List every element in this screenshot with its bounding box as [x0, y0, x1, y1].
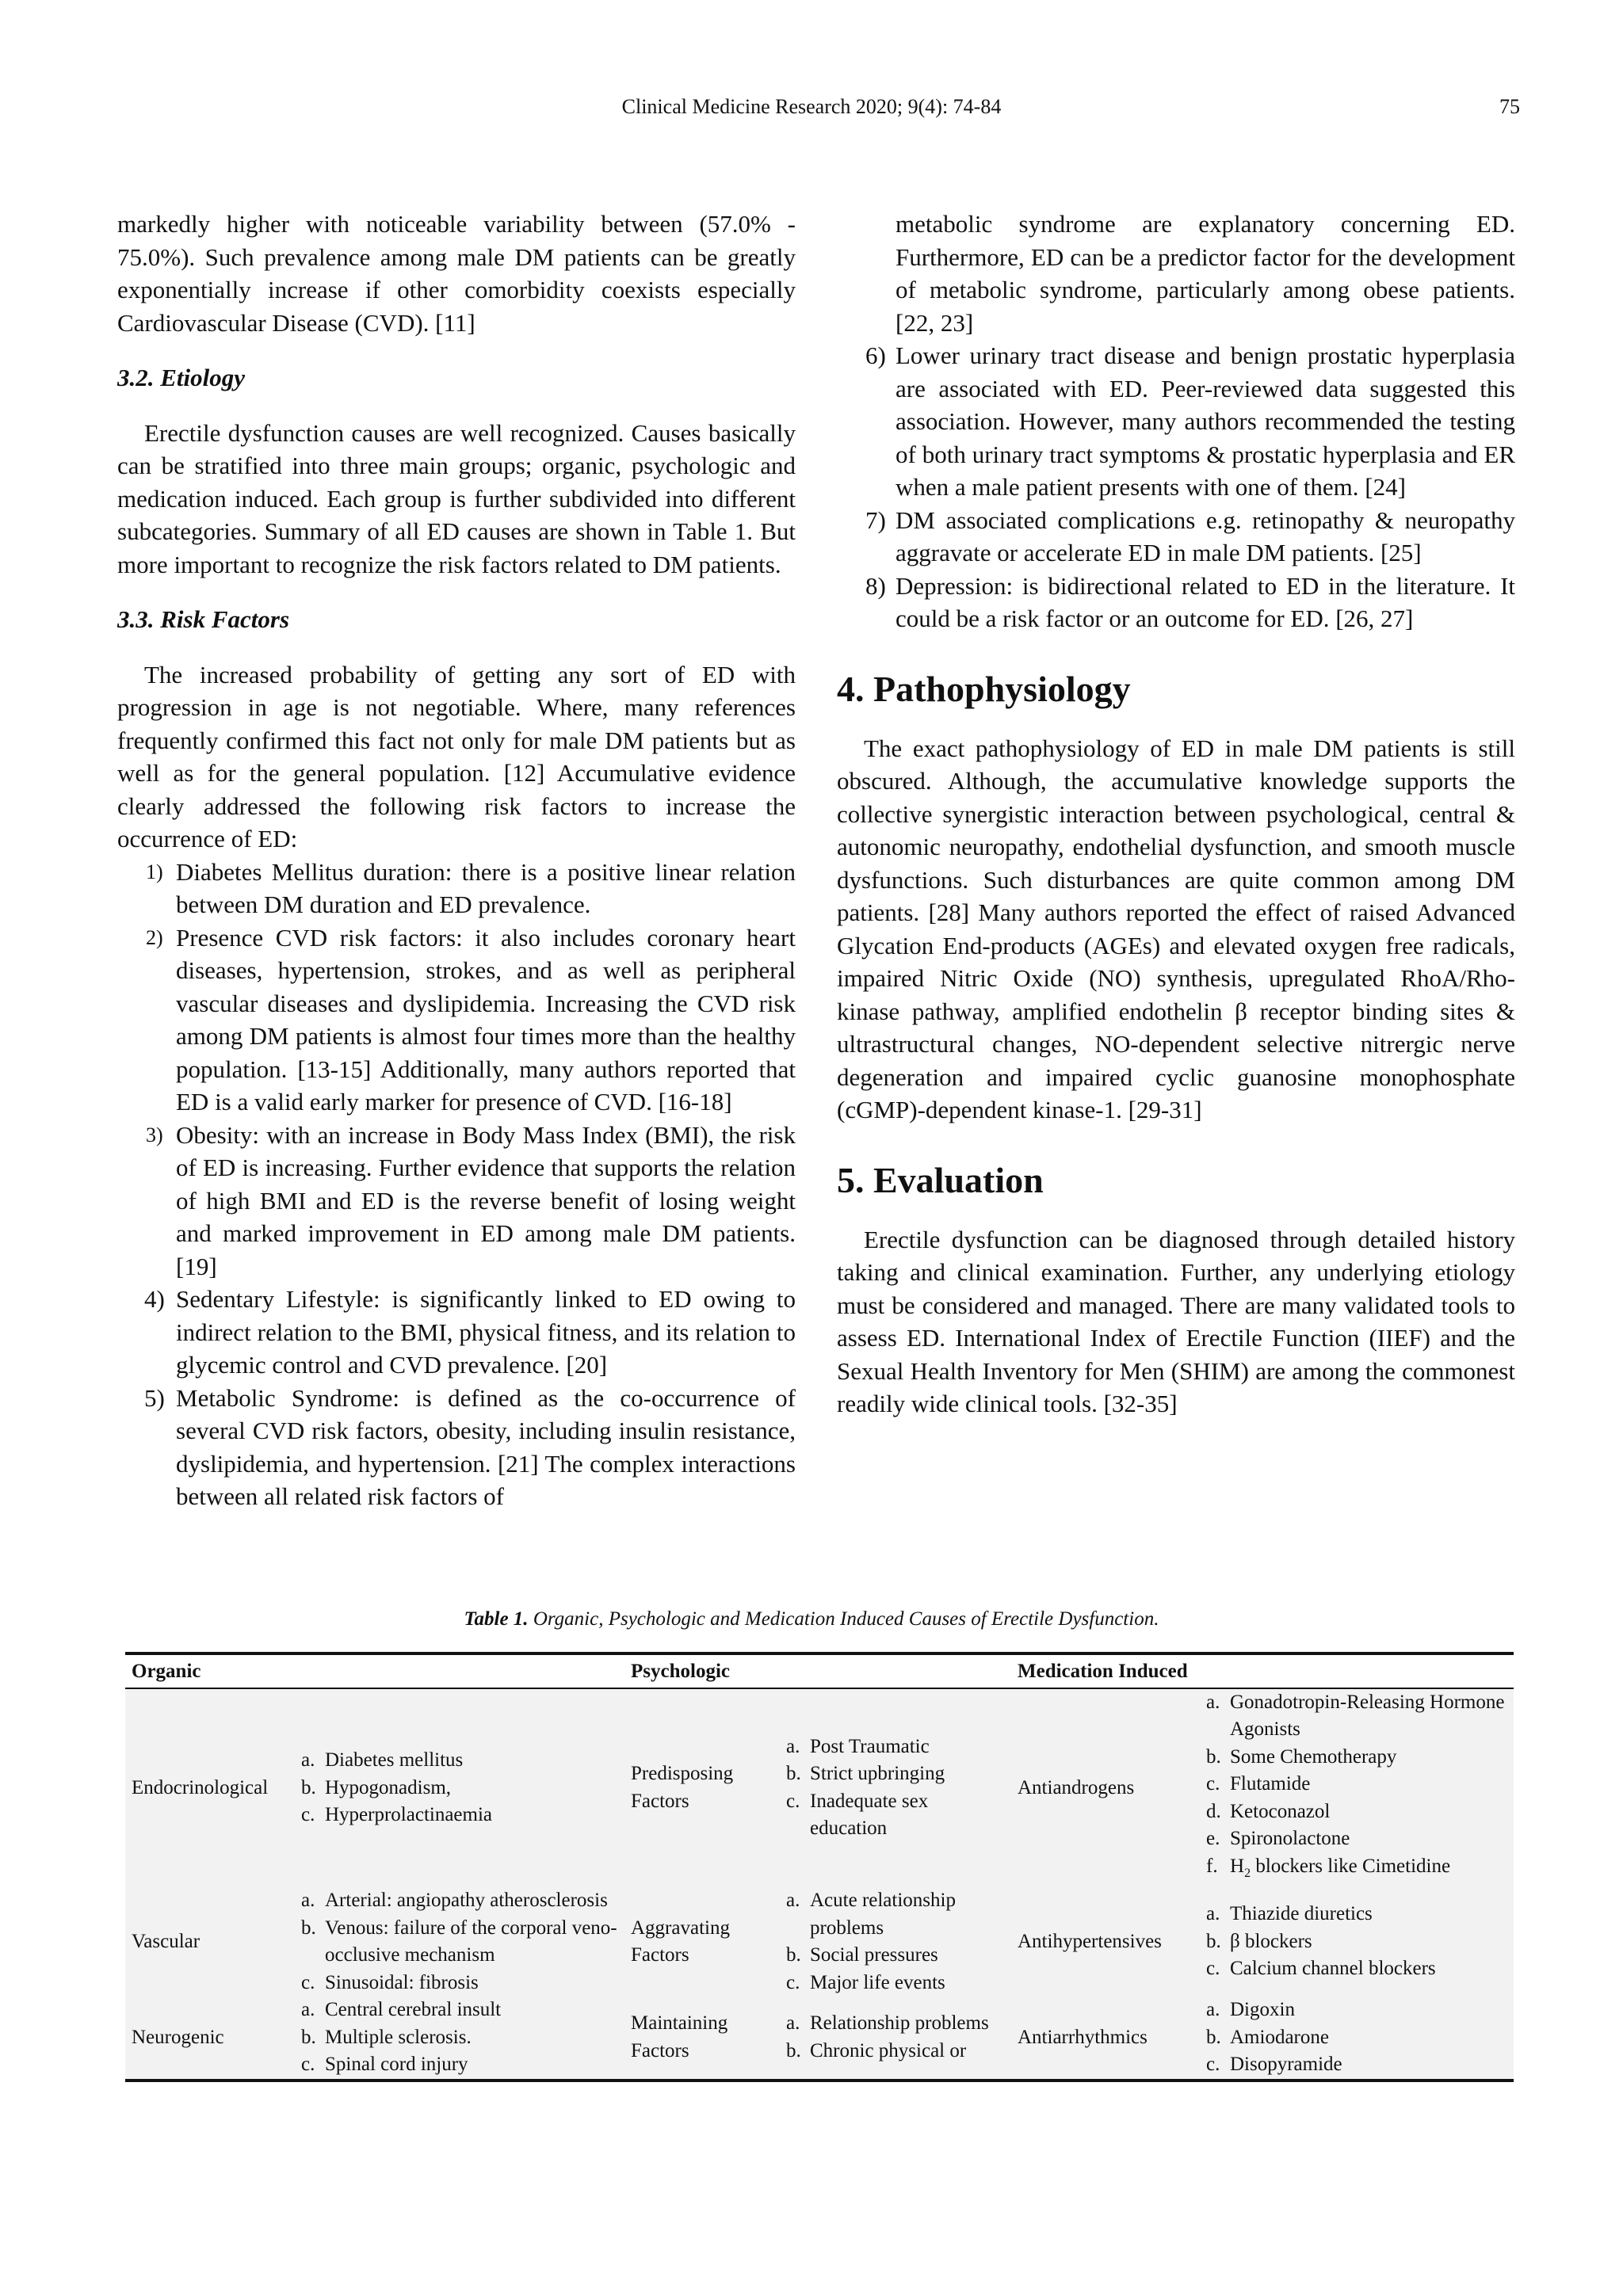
organic-category: Neurogenic [125, 1997, 295, 2081]
item-text: Thiazide diuretics [1230, 1903, 1373, 1925]
item-letter: c. [786, 1790, 800, 1812]
item-letter: a. [786, 1890, 800, 1911]
risk-factor-list-continued [837, 339, 1515, 635]
item-letter: b. [786, 2039, 801, 2061]
medication-category: Antiarrhythmics [1011, 1997, 1200, 2081]
list-item [117, 921, 796, 1119]
item-text: Arterial: angiopathy atherosclerosis [325, 1890, 608, 1911]
item-text: Spironolactone [1230, 1828, 1350, 1849]
table-caption-text: Organic, Psychologic and Medication Induced Causes of Erectile Dysfunction. [533, 1608, 1159, 1630]
item-text: Amiodarone [1230, 2026, 1329, 2048]
item-text: Relationship problems [810, 2012, 989, 2035]
header-medication: Medication Induced [1011, 1653, 1514, 1688]
item-letter: d. [1206, 1800, 1221, 1822]
item-text: Acute relationship problems [810, 1890, 956, 1939]
item-text: Calcium channel blockers [1230, 1958, 1436, 1980]
list-number: 1) [146, 860, 163, 883]
item-text: Venous: failure of the corporal veno-occlusive mechanism [325, 1917, 617, 1966]
list-item-text: Diabetes Mellitus duration: there is a positive linear relation between DM duration and ED prevalence. [176, 857, 796, 918]
list-item-text: Presence CVD risk factors: it also includes coronary heart diseases, hypertension, strokes, and as well as peripheral vascular diseases and dyslipidemia. Increasing the CVD risk among DM patients is almost four times more than the healthy population. [13-15] Additionally, many authors reported that ED is a valid early marker for presence of CVD. [16-18] [176, 923, 796, 1116]
medication-causes [1200, 1688, 1514, 1888]
item-letter: c. [1206, 1773, 1220, 1794]
psychologic-category: Aggravating Factors [624, 1887, 780, 1997]
continued-list-text: metabolic syndrome are explanatory concerning ED. Furthermore, ED can be a predictor factor for the development of metabolic syndrome, particularly among obese patients. [22, 23] [896, 210, 1515, 337]
item-text: Hyperprolactinaemia [325, 1804, 493, 1825]
item-text-continued: blockers like Cimetidine [1251, 1855, 1451, 1877]
medication-category: Antihypertensives [1011, 1887, 1200, 1997]
item-letter: c. [1206, 2054, 1220, 2075]
etiology-heading: 3.2. Etiology [117, 364, 246, 391]
list-item [837, 339, 1515, 504]
list-number: 8) [865, 571, 886, 600]
item-text: Hypogonadism, [325, 1776, 452, 1798]
list-item [117, 1382, 796, 1513]
list-number: 2) [146, 925, 163, 949]
item-letter: e. [1206, 1828, 1220, 1849]
risk-factors-heading: 3.3. Risk Factors [117, 605, 290, 633]
item-letter: b. [301, 1917, 316, 1939]
item-letter: a. [1206, 1691, 1220, 1713]
medication-category: Antiandrogens [1011, 1688, 1200, 1888]
running-header [0, 95, 1623, 127]
list-item-text: Obesity: with an increase in Body Mass Index (BMI), the risk of ED is increasing. Further evidence that supports the relation of high BMI and ED is the reverse benefit of losing weight and marked improvement in ED among male DM patients. [19] [176, 1120, 796, 1280]
list-number: 3) [146, 1123, 163, 1146]
item-text: Flutamide [1230, 1773, 1311, 1794]
item-letter: c. [301, 2054, 315, 2075]
pathophysiology-paragraph: The exact pathophysiology of ED in male DM patients is still obscured. Although, the accumulative knowledge supports the collective synergistic interaction between psychological, central & autonomic neuropathy, endothelial dysfunction, and smooth muscle dysfunctions. Such disturbances are quite common among DM patients. [28] Many authors reported the effect of raised Advanced Glycation End-products (AGEs) and elevated oxygen free radicals, impaired Nitric Oxide (NO) synthesis, upregulated RhoA/Rho-kinase pathway, amplified endothelin β receptor binding sites & ultrastructural changes, NO-dependent selective nitrergic nerve degeneration and impaired cyclic guanosine monophosphate (cGMP)-dependent kinase-1. [29-31] [837, 734, 1515, 1123]
item-letter: b. [301, 1776, 316, 1798]
item-letter: c. [1206, 1958, 1220, 1980]
item-text: Post Traumatic [810, 1735, 930, 1757]
list-item-text: Lower urinary tract disease and benign prostatic hyperplasia are associated with ED. Peer-reviewed data suggested this association. However, many authors recommended the testing of both urinary tract symptoms & prostatic hyperplasia and ER when a male patient presents with one of them. [24] [896, 341, 1515, 501]
list-number: 5) [144, 1383, 165, 1412]
table-row [125, 1688, 1514, 1888]
item-text: Multiple sclerosis. [325, 2026, 472, 2048]
list-item [117, 1119, 796, 1283]
item-letter: b. [786, 1944, 801, 1966]
item-letter: c. [301, 1804, 315, 1825]
risk-factors-paragraph: The increased probability of getting any sort of ED with progression in age is not negotiable. Where, many references frequently confirmed this fact not only for male DM patients but as well as for the general population. [12] Accumulative evidence clearly addressed the following risk factors to increase the occurrence of ED: [117, 660, 796, 852]
evaluation-paragraph: Erectile dysfunction can be diagnosed through detailed history taking and clinical examination. Further, any underlying etiology must be considered and managed. There are many validated tools to assess ED. International Index of Erectile Function (IIEF) and the Sexual Health Inventory for Men (SHIM) are among the commonest readily wide clinical tools. [32-35] [837, 1225, 1515, 1417]
item-text: β blockers [1230, 1930, 1312, 1952]
list-item-text: Sedentary Lifestyle: is significantly linked to ED owing to indirect relation to the BMI, physical fitness, and its relation to glycemic control and CVD prevalence. [20] [176, 1285, 796, 1379]
psychologic-causes [780, 1887, 1011, 1997]
medication-causes [1200, 1997, 1514, 2081]
list-item-text: Metabolic Syndrome: is defined as the co-occurrence of several CVD risk factors, obesity, including insulin resistance, dyslipidemia, and hypertension. [21] The complex interactions between all related risk factors of [176, 1383, 796, 1510]
item-text: Central cerebral insult [325, 1999, 502, 2020]
item-letter: b. [1206, 2026, 1221, 2048]
list-item [117, 856, 796, 921]
item-letter: a. [301, 1749, 315, 1771]
item-letter: a. [1206, 1903, 1220, 1925]
table-header-row [125, 1653, 1514, 1688]
item-letter: a. [1206, 1999, 1220, 2020]
item-text: Major life events [810, 1971, 945, 1993]
item-letter: a. [786, 2012, 800, 2035]
item-letter: b. [1206, 1930, 1221, 1952]
organic-causes [295, 1887, 624, 1997]
left-column [117, 208, 796, 1513]
organic-category: Endocrinological [125, 1688, 295, 1888]
list-item [837, 504, 1515, 570]
list-item-text: DM associated complications e.g. retinopathy & neuropathy aggravate or accelerate ED in male DM patients. [25] [896, 505, 1515, 566]
pathophysiology-heading: 4. Pathophysiology [837, 668, 1131, 709]
item-text: Inadequate sex education [810, 1790, 929, 1840]
journal-citation: Clinical Medicine Research 2020; 9(4): 74-84 [621, 95, 1002, 118]
causes-table [125, 1652, 1514, 2082]
table-row [125, 1887, 1514, 1997]
organic-category: Vascular [125, 1887, 295, 1997]
table-row [125, 1997, 1514, 2081]
etiology-paragraph: Erectile dysfunction causes are well recognized. Causes basically can be stratified into three main groups; organic, psychologic and medication induced. Each group is further subdivided into different subcategories. Summary of all ED causes are shown in Table 1. But more important to recognize the risk factors related to DM patients. [117, 418, 796, 578]
header-organic: Organic [125, 1653, 624, 1688]
item-letter: c. [301, 1971, 315, 1993]
item-letter: a. [301, 1999, 315, 2020]
item-text: Strict upbringing [810, 1763, 945, 1785]
evaluation-heading: 5. Evaluation [837, 1159, 1044, 1200]
page-number: 75 [1499, 95, 1520, 118]
risk-factor-list [117, 856, 796, 1513]
item-text: Gonadotropin-Releasing Hormone Agonists [1230, 1691, 1505, 1740]
psychologic-causes [780, 1688, 1011, 1888]
header-psychologic: Psychologic [624, 1653, 1011, 1688]
item-text: Social pressures [810, 1944, 938, 1966]
item-letter: b. [301, 2026, 316, 2048]
list-item [117, 1283, 796, 1382]
table-caption [0, 1608, 1623, 1630]
list-number: 4) [144, 1285, 165, 1313]
intro-paragraph: markedly higher with noticeable variability between (57.0% - 75.0%). Such prevalence among male DM patients can be greatly exponentially increase if other comorbidity coexists especially Cardiovascular Disease (CVD). [11] [117, 210, 796, 337]
item-letter: c. [786, 1971, 800, 1993]
subscript: 2 [1244, 1866, 1251, 1880]
psychologic-causes [780, 1997, 1011, 2081]
list-item [837, 570, 1515, 635]
organic-causes [295, 1997, 624, 2081]
psychologic-category: Maintaining Factors [624, 1997, 780, 2081]
item-text: Disopyramide [1230, 2054, 1342, 2075]
list-number: 7) [865, 505, 886, 534]
item-text: Ketoconazol [1230, 1800, 1331, 1822]
item-text: Digoxin [1230, 1999, 1295, 2020]
list-item-text: Depression: is bidirectional related to ED in the literature. It could be a risk factor or an outcome for ED. [26, 27] [896, 571, 1515, 632]
item-text: Spinal cord injury [325, 2054, 468, 2075]
item-text: Diabetes mellitus [325, 1749, 464, 1771]
organic-causes [295, 1688, 624, 1888]
list-number: 6) [865, 341, 886, 369]
right-column [837, 208, 1515, 1421]
item-letter: b. [1206, 1745, 1221, 1768]
item-letter: a. [786, 1735, 800, 1757]
psychologic-category: Predisposing Factors [624, 1688, 780, 1888]
item-text: Some Chemotherapy [1230, 1745, 1397, 1768]
item-text: H [1230, 1855, 1245, 1877]
medication-causes [1200, 1887, 1514, 1997]
table-caption-label: Table 1. [464, 1608, 529, 1630]
item-letter: b. [786, 1763, 801, 1785]
item-letter: a. [301, 1890, 315, 1911]
item-letter: f. [1206, 1855, 1218, 1877]
item-text: Sinusoidal: fibrosis [325, 1971, 479, 1993]
item-text: Chronic physical or [810, 2039, 967, 2061]
